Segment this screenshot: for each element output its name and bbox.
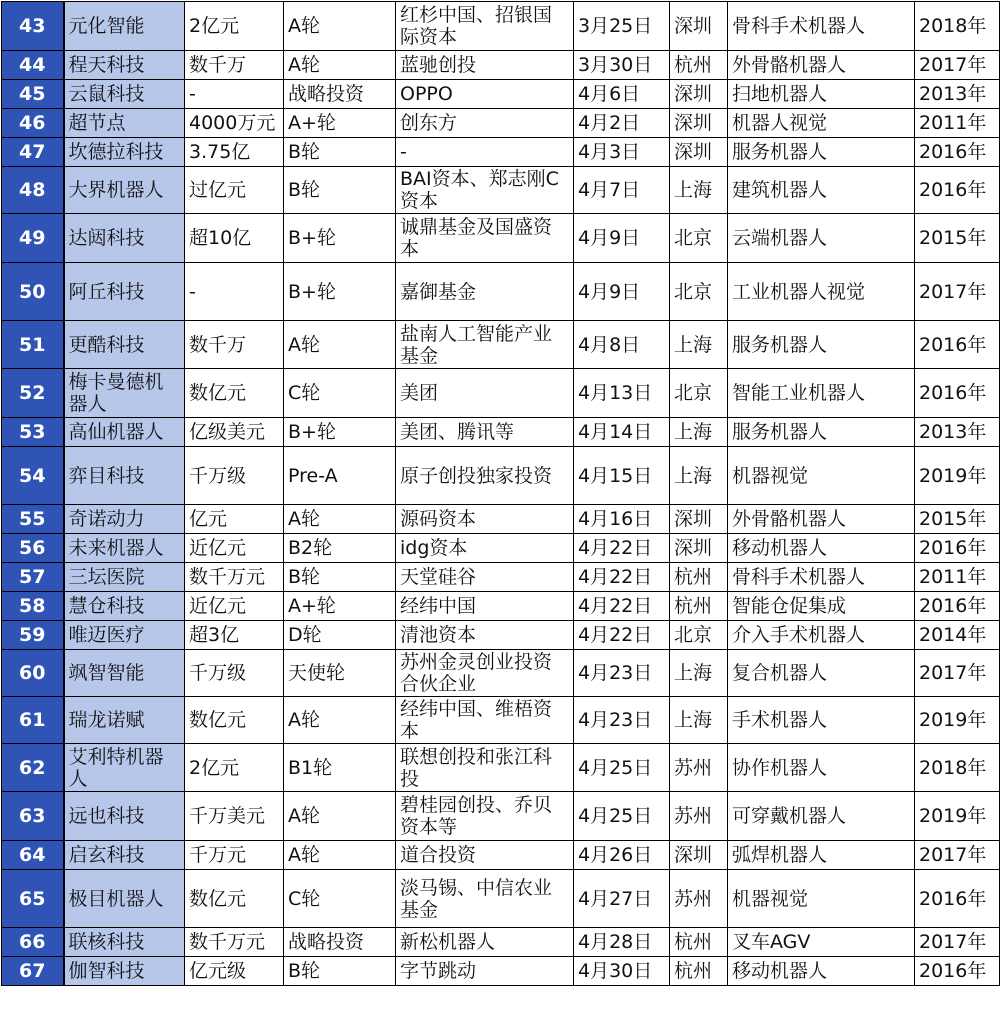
company-name-cell: 云鼠科技 — [64, 80, 185, 109]
table-row — [2, 80, 1000, 109]
amount-cell: 超3亿 — [185, 621, 284, 650]
row-number: 64 — [2, 841, 64, 870]
date-cell: 4月26日 — [574, 841, 670, 870]
investors-cell: 联想创投和张江科投 — [396, 744, 574, 792]
city-cell: 北京 — [670, 621, 728, 650]
row-number: 65 — [2, 870, 64, 928]
field-cell: 智能仓促集成 — [728, 592, 915, 621]
date-cell: 4月25日 — [574, 792, 670, 841]
city-cell: 苏州 — [670, 744, 728, 792]
field-cell: 复合机器人 — [728, 650, 915, 697]
amount-cell: 近亿元 — [185, 592, 284, 621]
table-row — [2, 167, 1000, 214]
date-cell: 4月22日 — [574, 592, 670, 621]
city-cell: 杭州 — [670, 51, 728, 80]
date-cell: 4月15日 — [574, 447, 670, 505]
round-cell: A轮 — [284, 841, 396, 870]
investors-cell: 诚鼎基金及国盛资本 — [396, 214, 574, 263]
date-cell: 4月22日 — [574, 534, 670, 563]
investors-cell: 美团 — [396, 369, 574, 418]
city-cell: 北京 — [670, 263, 728, 321]
field-cell: 扫地机器人 — [728, 80, 915, 109]
field-cell: 手术机器人 — [728, 697, 915, 744]
company-name-cell: 程天科技 — [64, 51, 185, 80]
city-cell: 杭州 — [670, 592, 728, 621]
amount-cell: 过亿元 — [185, 167, 284, 214]
company-name-cell: 慧仓科技 — [64, 592, 185, 621]
founded-year-cell: 2013年 — [915, 80, 1000, 109]
field-cell: 协作机器人 — [728, 744, 915, 792]
field-cell: 机器人视觉 — [728, 109, 915, 138]
row-number: 59 — [2, 621, 64, 650]
table-body — [2, 2, 1000, 986]
founded-year-cell: 2016年 — [915, 138, 1000, 167]
founded-year-cell: 2019年 — [915, 697, 1000, 744]
table-row — [2, 369, 1000, 418]
table-row — [2, 697, 1000, 744]
amount-cell: 2亿元 — [185, 744, 284, 792]
table-row — [2, 263, 1000, 321]
city-cell: 杭州 — [670, 957, 728, 986]
company-name-cell: 超节点 — [64, 109, 185, 138]
field-cell: 叉车AGV — [728, 928, 915, 957]
company-name-cell: 阿丘科技 — [64, 263, 185, 321]
city-cell: 上海 — [670, 447, 728, 505]
company-name-cell: 伽智科技 — [64, 957, 185, 986]
date-cell: 4月22日 — [574, 563, 670, 592]
table-row — [2, 321, 1000, 369]
investors-cell: - — [396, 138, 574, 167]
date-cell: 4月14日 — [574, 418, 670, 447]
investors-cell: 字节跳动 — [396, 957, 574, 986]
city-cell: 上海 — [670, 167, 728, 214]
date-cell: 4月28日 — [574, 928, 670, 957]
table-row — [2, 592, 1000, 621]
amount-cell: 3.75亿 — [185, 138, 284, 167]
field-cell: 机器视觉 — [728, 447, 915, 505]
investors-cell: 碧桂园创投、乔贝资本等 — [396, 792, 574, 841]
round-cell: B轮 — [284, 563, 396, 592]
company-name-cell: 三坛医院 — [64, 563, 185, 592]
city-cell: 北京 — [670, 369, 728, 418]
city-cell: 深圳 — [670, 138, 728, 167]
amount-cell: 千万级 — [185, 650, 284, 697]
row-number: 57 — [2, 563, 64, 592]
round-cell: B2轮 — [284, 534, 396, 563]
investors-cell: 天堂硅谷 — [396, 563, 574, 592]
investors-cell: 盐南人工智能产业基金 — [396, 321, 574, 369]
city-cell: 苏州 — [670, 870, 728, 928]
founded-year-cell: 2016年 — [915, 167, 1000, 214]
table-row — [2, 2, 1000, 51]
company-name-cell: 坎德拉科技 — [64, 138, 185, 167]
round-cell: C轮 — [284, 369, 396, 418]
round-cell: Pre-A — [284, 447, 396, 505]
table-row — [2, 650, 1000, 697]
company-name-cell: 更酷科技 — [64, 321, 185, 369]
field-cell: 介入手术机器人 — [728, 621, 915, 650]
field-cell: 智能工业机器人 — [728, 369, 915, 418]
founded-year-cell: 2018年 — [915, 2, 1000, 51]
city-cell: 北京 — [670, 214, 728, 263]
field-cell: 建筑机器人 — [728, 167, 915, 214]
row-number: 58 — [2, 592, 64, 621]
founded-year-cell: 2017年 — [915, 263, 1000, 321]
founded-year-cell: 2014年 — [915, 621, 1000, 650]
company-name-cell: 远也科技 — [64, 792, 185, 841]
round-cell: A轮 — [284, 321, 396, 369]
field-cell: 骨科手术机器人 — [728, 563, 915, 592]
founded-year-cell: 2016年 — [915, 957, 1000, 986]
round-cell: A轮 — [284, 51, 396, 80]
field-cell: 可穿戴机器人 — [728, 792, 915, 841]
field-cell: 服务机器人 — [728, 138, 915, 167]
investors-cell: idg资本 — [396, 534, 574, 563]
row-number: 50 — [2, 263, 64, 321]
date-cell: 4月2日 — [574, 109, 670, 138]
round-cell: B+轮 — [284, 214, 396, 263]
field-cell: 骨科手术机器人 — [728, 2, 915, 51]
company-name-cell: 艾利特机器人 — [64, 744, 185, 792]
row-number: 43 — [2, 2, 64, 51]
company-name-cell: 启玄科技 — [64, 841, 185, 870]
date-cell: 4月9日 — [574, 263, 670, 321]
round-cell: A+轮 — [284, 109, 396, 138]
investors-cell: 红杉中国、招银国际资本 — [396, 2, 574, 51]
row-number: 51 — [2, 321, 64, 369]
table-row — [2, 138, 1000, 167]
row-number: 61 — [2, 697, 64, 744]
amount-cell: 数亿元 — [185, 697, 284, 744]
amount-cell: 亿元级 — [185, 957, 284, 986]
city-cell: 深圳 — [670, 505, 728, 534]
company-name-cell: 联核科技 — [64, 928, 185, 957]
row-number: 53 — [2, 418, 64, 447]
founded-year-cell: 2017年 — [915, 51, 1000, 80]
table-row — [2, 109, 1000, 138]
founded-year-cell: 2015年 — [915, 505, 1000, 534]
investors-cell: BAI资本、郑志刚C资本 — [396, 167, 574, 214]
amount-cell: 千万级 — [185, 447, 284, 505]
field-cell: 服务机器人 — [728, 418, 915, 447]
company-name-cell: 梅卡曼德机器人 — [64, 369, 185, 418]
date-cell: 4月8日 — [574, 321, 670, 369]
field-cell: 云端机器人 — [728, 214, 915, 263]
city-cell: 深圳 — [670, 109, 728, 138]
date-cell: 4月13日 — [574, 369, 670, 418]
date-cell: 4月22日 — [574, 621, 670, 650]
date-cell: 4月7日 — [574, 167, 670, 214]
city-cell: 上海 — [670, 321, 728, 369]
table-row — [2, 447, 1000, 505]
company-name-cell: 飒智智能 — [64, 650, 185, 697]
field-cell: 工业机器人视觉 — [728, 263, 915, 321]
investors-cell: 淡马锡、中信农业基金 — [396, 870, 574, 928]
date-cell: 4月3日 — [574, 138, 670, 167]
investors-cell: 嘉御基金 — [396, 263, 574, 321]
investors-cell: 道合投资 — [396, 841, 574, 870]
amount-cell: 数千万元 — [185, 928, 284, 957]
field-cell: 移动机器人 — [728, 534, 915, 563]
round-cell: 战略投资 — [284, 80, 396, 109]
amount-cell: 4000万元 — [185, 109, 284, 138]
investors-cell: 经纬中国 — [396, 592, 574, 621]
round-cell: B+轮 — [284, 263, 396, 321]
table-row — [2, 957, 1000, 986]
round-cell: B轮 — [284, 138, 396, 167]
amount-cell: 亿级美元 — [185, 418, 284, 447]
city-cell: 深圳 — [670, 841, 728, 870]
founded-year-cell: 2019年 — [915, 447, 1000, 505]
table-row — [2, 792, 1000, 841]
founded-year-cell: 2016年 — [915, 321, 1000, 369]
row-number: 55 — [2, 505, 64, 534]
amount-cell: 千万美元 — [185, 792, 284, 841]
amount-cell: 亿元 — [185, 505, 284, 534]
city-cell: 杭州 — [670, 563, 728, 592]
amount-cell: 超10亿 — [185, 214, 284, 263]
table-row — [2, 505, 1000, 534]
row-number: 66 — [2, 928, 64, 957]
table-row — [2, 744, 1000, 792]
row-number: 47 — [2, 138, 64, 167]
city-cell: 深圳 — [670, 534, 728, 563]
company-name-cell: 达闼科技 — [64, 214, 185, 263]
investors-cell: 清池资本 — [396, 621, 574, 650]
investors-cell: 蓝驰创投 — [396, 51, 574, 80]
founded-year-cell: 2013年 — [915, 418, 1000, 447]
date-cell: 4月30日 — [574, 957, 670, 986]
table-row — [2, 870, 1000, 928]
city-cell: 杭州 — [670, 928, 728, 957]
amount-cell: - — [185, 80, 284, 109]
field-cell: 外骨骼机器人 — [728, 505, 915, 534]
round-cell: A+轮 — [284, 592, 396, 621]
date-cell: 4月23日 — [574, 697, 670, 744]
row-number: 49 — [2, 214, 64, 263]
round-cell: B+轮 — [284, 418, 396, 447]
investors-cell: 源码资本 — [396, 505, 574, 534]
table-row — [2, 563, 1000, 592]
city-cell: 上海 — [670, 650, 728, 697]
row-number: 52 — [2, 369, 64, 418]
city-cell: 深圳 — [670, 2, 728, 51]
date-cell: 3月30日 — [574, 51, 670, 80]
table-row — [2, 621, 1000, 650]
round-cell: B1轮 — [284, 744, 396, 792]
company-name-cell: 奇诺动力 — [64, 505, 185, 534]
table-row — [2, 928, 1000, 957]
funding-table — [1, 1, 1000, 986]
round-cell: B轮 — [284, 957, 396, 986]
date-cell: 4月16日 — [574, 505, 670, 534]
field-cell: 移动机器人 — [728, 957, 915, 986]
row-number: 56 — [2, 534, 64, 563]
company-name-cell: 大界机器人 — [64, 167, 185, 214]
investors-cell: 原子创投独家投资 — [396, 447, 574, 505]
round-cell: A轮 — [284, 697, 396, 744]
amount-cell: 2亿元 — [185, 2, 284, 51]
field-cell: 服务机器人 — [728, 321, 915, 369]
amount-cell: 数千万 — [185, 51, 284, 80]
round-cell: A轮 — [284, 792, 396, 841]
investors-cell: 经纬中国、维梧资本 — [396, 697, 574, 744]
row-number: 54 — [2, 447, 64, 505]
founded-year-cell: 2015年 — [915, 214, 1000, 263]
amount-cell: 近亿元 — [185, 534, 284, 563]
company-name-cell: 极目机器人 — [64, 870, 185, 928]
row-number: 62 — [2, 744, 64, 792]
company-name-cell: 弈目科技 — [64, 447, 185, 505]
investors-cell: 美团、腾讯等 — [396, 418, 574, 447]
founded-year-cell: 2016年 — [915, 534, 1000, 563]
founded-year-cell: 2016年 — [915, 369, 1000, 418]
round-cell: C轮 — [284, 870, 396, 928]
company-name-cell: 瑞龙诺赋 — [64, 697, 185, 744]
field-cell: 外骨骼机器人 — [728, 51, 915, 80]
table-row — [2, 841, 1000, 870]
field-cell: 弧焊机器人 — [728, 841, 915, 870]
date-cell: 4月9日 — [574, 214, 670, 263]
city-cell: 深圳 — [670, 80, 728, 109]
founded-year-cell: 2017年 — [915, 650, 1000, 697]
date-cell: 4月6日 — [574, 80, 670, 109]
city-cell: 上海 — [670, 697, 728, 744]
row-number: 48 — [2, 167, 64, 214]
date-cell: 4月23日 — [574, 650, 670, 697]
round-cell: A轮 — [284, 505, 396, 534]
founded-year-cell: 2019年 — [915, 792, 1000, 841]
row-number: 46 — [2, 109, 64, 138]
founded-year-cell: 2016年 — [915, 592, 1000, 621]
founded-year-cell: 2011年 — [915, 563, 1000, 592]
amount-cell: 数千万元 — [185, 563, 284, 592]
company-name-cell: 唯迈医疗 — [64, 621, 185, 650]
table-row — [2, 51, 1000, 80]
row-number: 60 — [2, 650, 64, 697]
date-cell: 3月25日 — [574, 2, 670, 51]
investors-cell: OPPO — [396, 80, 574, 109]
date-cell: 4月27日 — [574, 870, 670, 928]
table-row — [2, 534, 1000, 563]
company-name-cell: 高仙机器人 — [64, 418, 185, 447]
company-name-cell: 未来机器人 — [64, 534, 185, 563]
row-number: 63 — [2, 792, 64, 841]
founded-year-cell: 2017年 — [915, 841, 1000, 870]
founded-year-cell: 2017年 — [915, 928, 1000, 957]
table-row — [2, 214, 1000, 263]
date-cell: 4月25日 — [574, 744, 670, 792]
row-number: 67 — [2, 957, 64, 986]
company-name-cell: 元化智能 — [64, 2, 185, 51]
founded-year-cell: 2016年 — [915, 870, 1000, 928]
amount-cell: 数千万 — [185, 321, 284, 369]
amount-cell: 数亿元 — [185, 369, 284, 418]
field-cell: 机器视觉 — [728, 870, 915, 928]
amount-cell: - — [185, 263, 284, 321]
investors-cell: 苏州金灵创业投资合伙企业 — [396, 650, 574, 697]
investors-cell: 创东方 — [396, 109, 574, 138]
row-number: 44 — [2, 51, 64, 80]
row-number: 45 — [2, 80, 64, 109]
round-cell: A轮 — [284, 2, 396, 51]
round-cell: B轮 — [284, 167, 396, 214]
round-cell: 天使轮 — [284, 650, 396, 697]
round-cell: 战略投资 — [284, 928, 396, 957]
amount-cell: 千万元 — [185, 841, 284, 870]
founded-year-cell: 2011年 — [915, 109, 1000, 138]
table-row — [2, 418, 1000, 447]
amount-cell: 数亿元 — [185, 870, 284, 928]
investors-cell: 新松机器人 — [396, 928, 574, 957]
round-cell: D轮 — [284, 621, 396, 650]
founded-year-cell: 2018年 — [915, 744, 1000, 792]
city-cell: 苏州 — [670, 792, 728, 841]
city-cell: 上海 — [670, 418, 728, 447]
